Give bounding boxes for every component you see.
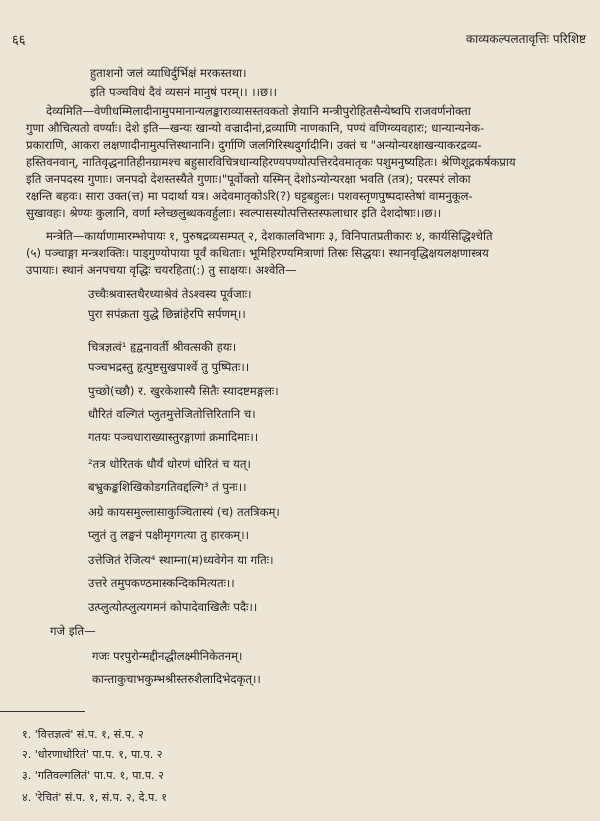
stanza-line: अग्रे कायसमुल्लासाकुञ्चितास्यं (च) ततत्रिकम्। [88, 505, 280, 519]
page-header [12, 30, 586, 48]
stanza-line: पुरा सपंक्रता युद्धे छिन्नांहेरपि सर्पणम्।। [88, 307, 246, 321]
stanza-line: प्लुतं तु लङ्घनं पक्षीमृगगत्या तु हारकम्।। [88, 528, 250, 542]
running-title: काव्यकल्पलतावृत्तिः परिशिष्ट [465, 32, 586, 46]
stanza-line: उत्तरे तमुपकण्ठमास्कन्दिकमित्यतः।। [88, 576, 235, 590]
footnote-divider [0, 711, 85, 712]
footnote: १. 'वित्तज्ञत्वं' सं.प. १, सं.प. २ [22, 728, 144, 741]
paragraph-line: रक्षन्ति बहवः। सारा उक्त(त्त) मा पदार्था यत्र। अदेवमातृकोऽरि(?) घट्टबहुलः। पशवस्तृणपुष्पदास्तेषां वामनुकूल- [26, 189, 473, 203]
verse-line: हुताशनो जलं व्याधिर्दुर्भिक्षं मरकस्तथा। [90, 66, 247, 80]
stanza-line: उत्तेजितं रेजित्य⁴ स्थाम्ना(म)ध्यवेगेन या गतिः। [88, 553, 274, 567]
verse-line: इति पञ्चविधं दैवं व्यसनं मानुषं परम्।। ।।छ।। [90, 85, 277, 99]
paragraph-line: हस्तिवनवान्, नातिवृद्धनातिहीनग्रामश्च बहुसारविचित्रधान्यहिरण्यपण्योत्पत्तिरदेवमातृकः पशुमनुष्यहितः। श्रेणिशूद्रकर्षकप्राय [26, 155, 516, 169]
stanza-line: पञ्चभद्रस्तु हृत्पुष्टसुखपार्श्वे तु पुष्पितः।। [88, 360, 250, 374]
stanza-line: पुच्छो(च्छौ) र. खुरकेशास्यै सितैः स्यादष्टमङ्गलः। [88, 384, 279, 398]
stanza-line: उच्चैःश्रवास्तथैरध्याश्रेवं तेऽश्वस्य पूर्वजाः। [88, 287, 252, 301]
paragraph-line: देव्यमिति—वेणीधम्मिलादीनामुपमानान्यलङ्काराव्यासस्तवकतो ज्ञेयानि मन्त्रीपुरोहितसैन्येष्वपि राजवर्णनोक्ता [46, 104, 471, 118]
stanza-line: कान्ताकुचाभकुम्भश्रीस्तरुशैलादिभेदकृत्।। [92, 672, 261, 686]
paragraph-line: गुणा औचित्यतो वर्ण्याः। देशे इति—खन्यः खान्यो वज्रादीनां,द्रव्याणि नाणकानि, पण्यं वणिग्व्यवहारः; धान्यान्यनेक- [26, 121, 485, 135]
stanza-line: धौरितं वल्गितं प्लुतमुत्तेजितोत्तिरितानि च। [88, 407, 256, 421]
stanza-line: उत्प्लुत्योत्प्लुत्यगमनं कोपादेवाखिलैः पदैः।। [88, 600, 258, 614]
paragraph-line: सुखावहः। श्रेण्यः कुलानि, वर्णा म्लेच्छलुब्धकवर्हुलाः। स्वल्पासस्योत्पत्तिस्तस्फलाधार इति देशदोषाः।।छ।। [26, 206, 442, 220]
stanza-line: गतयः पञ्चधाराख्यास्तुरङ्गाणां क्रमादिमाः।। [88, 430, 259, 444]
stanza-line: चित्रज्ञत्वं¹ हृद्वनावर्ती श्रीवत्सकी हयः। [88, 340, 237, 354]
section-label: गजे इति— [50, 624, 96, 638]
paragraph-line: प्रकाराणि, आकरा लक्षणादीनामुत्पत्तिस्थानानि। दुर्गाणि जलगिरिस्थदुर्गादीनि। उक्तं च "अन्योन्यरक्षाखन्याकरद्रव्य- [26, 138, 482, 152]
stanza-line: ²तत्र धोरितकं धौर्यं धोरणं धोरितं च यत्। [88, 457, 251, 471]
stanza-line: बभ्रुकङ्कशिखिकोडगतिवद्दल्गि³ तं पुनः।। [88, 480, 247, 494]
paragraph-line: (५) पञ्चाङ्गा मन्त्रशक्तिः। पाड्गुण्योपाया पूर्वं कथिताः। भूमिहिरण्यमित्राणां तिस्रः सिद्धयः। स्थानवृद्धिक्षयलक्षणास्त्रय [26, 246, 489, 260]
stanza-line: गजः परपुरोन्मद्दीनद्धीलक्ष्मीनिकेतनम्। [92, 649, 243, 663]
paragraph-line: इति जनपदस्य गुणाः। जनपदो देशस्तस्यैते गुणाः।"पूर्वोक्तो यस्मिन् देशोऽन्योन्यरक्षा भवति (तत्र); परस्परं लोका [26, 172, 471, 186]
paragraph-line: मन्त्रेति—कार्याणामारम्भोपायः १, पुरुषद्रव्यसम्पत् २, देशकालविभागः ३, विनिपातप्रतीकारः ४, कार्यसिद्धिश्चेति [46, 229, 493, 243]
footnote: ३. 'गतिवल्गलितं' पा.प. १, पा.प. २ [22, 769, 164, 782]
paragraph-line: उपायाः। स्थानं अनपचया वृद्धिः चयरहिता(:) तु साक्षयः। अश्वेति— [26, 263, 297, 277]
footnote: ४. 'रेचितं' सं.प. १, सं.प. २, दे.प. १ [22, 791, 167, 804]
footnote: २. 'धोरणाधोरितं' पा.प. १, पा.प. २ [22, 748, 163, 761]
page-number: ६६ [12, 33, 26, 48]
